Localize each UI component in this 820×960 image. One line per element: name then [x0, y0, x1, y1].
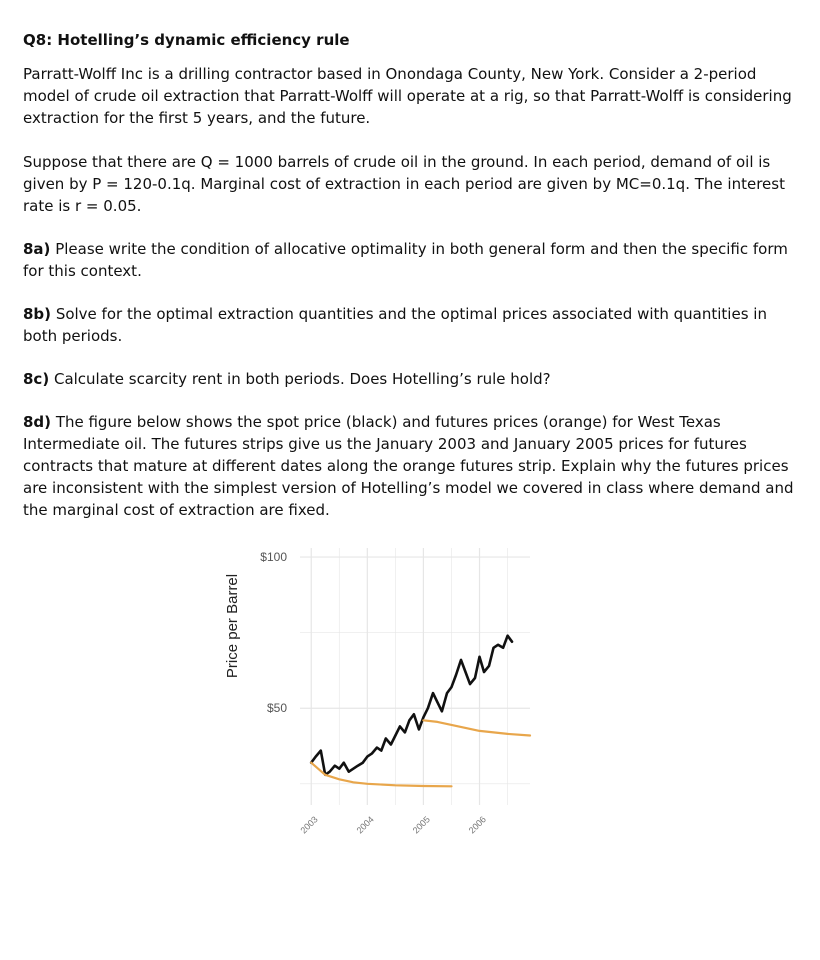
intro-paragraph-2: Suppose that there are Q = 1000 barrels of crude oil in the ground. In each period, demand of oil is given by P = 120-0.1q. Marginal cost of extraction in each period are given by MC=0.1q. The interest rate is r = 0.05.	[23, 153, 785, 215]
x-tick-label: 2004	[354, 814, 376, 836]
part-8c-label: 8c)	[23, 370, 50, 388]
chart-series	[311, 636, 530, 787]
futures-strip-line-1	[311, 763, 451, 787]
intro-paragraph-1: Parratt-Wolff Inc is a drilling contractor based in Onondaga County, New York. Consider a 2-period model of crude oil extraction that Parratt-Wolff will operate at a rig, so that Parratt-Wolff is considering extraction for the first 5 years, and the future.	[23, 65, 792, 127]
y-axis-label: Price per Barrel	[224, 573, 241, 679]
question-title: Q8: Hotelling’s dynamic efficiency rule	[23, 31, 350, 49]
chart-ticks	[260, 550, 488, 835]
part-8b-text: Solve for the optimal extraction quantities and the optimal prices associated with quantities in both periods.	[23, 305, 767, 345]
part-8a-label: 8a)	[23, 240, 51, 258]
part-8d-text: The figure below shows the spot price (black) and futures prices (orange) for West Texas Intermediate oil. The futures strips give us the January 2003 and January 2005 prices for futures contracts that mature at different dates along the orange futures strip. Explain why the futures prices are inconsistent with the simplest version of Hotelling’s model we covered in class where demand and the marginal cost of extraction are fixed.	[23, 413, 794, 519]
part-8c	[23, 368, 798, 390]
part-8b	[23, 303, 798, 347]
part-8a	[23, 238, 798, 282]
part-8d	[23, 411, 798, 521]
part-8d-label: 8d)	[23, 413, 52, 431]
question-document	[23, 29, 798, 521]
oil-price-chart	[218, 540, 538, 850]
y-tick-label: $50	[266, 701, 287, 716]
x-tick-label: 2006	[466, 814, 489, 836]
spot-price-line	[311, 636, 512, 775]
x-tick-label: 2003	[298, 814, 320, 836]
part-8a-text: Please write the condition of allocative optimality in both general form and then the specific form for this context.	[23, 240, 788, 280]
futures-strip-line-2	[423, 720, 530, 735]
part-8c-text: Calculate scarcity rent in both periods. Does Hotelling’s rule hold?	[53, 370, 551, 388]
y-tick-label: $100	[260, 550, 287, 565]
part-8b-label: 8b)	[23, 305, 52, 323]
x-tick-label: 2005	[410, 814, 432, 836]
